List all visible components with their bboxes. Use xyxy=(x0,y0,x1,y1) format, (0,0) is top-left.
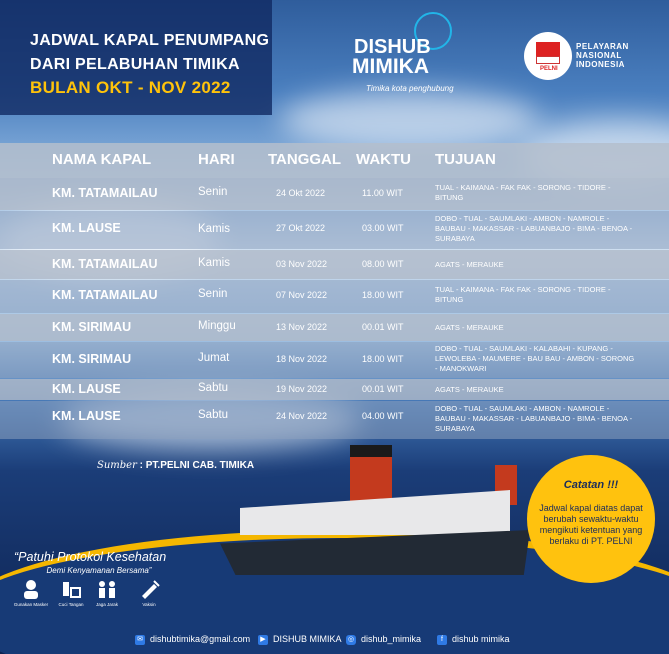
instagram-icon: ◎ xyxy=(347,635,355,643)
header-destination: TUJUAN xyxy=(435,151,496,168)
day: Senin xyxy=(198,186,228,198)
time: 18.00 WIT xyxy=(362,354,404,364)
date: 24 Nov 2022 xyxy=(276,411,328,421)
header-ship: NAMA KAPAL xyxy=(52,151,152,168)
source-label: Sumber xyxy=(97,460,137,471)
table-row xyxy=(0,250,669,279)
day: Jumat xyxy=(198,352,230,364)
header-date: TANGGAL xyxy=(268,151,342,168)
date: 19 Nov 2022 xyxy=(276,384,328,394)
day: Sabtu xyxy=(198,409,229,421)
facebook-contact[interactable] xyxy=(437,634,510,645)
facebook-text: dishub mimika xyxy=(452,634,510,644)
instagram-text: dishub_mimika xyxy=(361,634,422,644)
logo-tagline: Timika kota penghubung xyxy=(366,84,454,93)
destination: TUAL - KAIMANA - FAK FAK - SORONG - TIDORE - BITUNG xyxy=(435,285,611,304)
time: 00.01 WIT xyxy=(362,384,404,394)
ship-name: KM. TATAMAILAU xyxy=(52,288,158,302)
table-row xyxy=(0,342,669,378)
dishub-mimika-logo xyxy=(350,10,460,93)
time: 08.00 WIT xyxy=(362,259,404,269)
ship-name: KM. TATAMAILAU xyxy=(52,186,158,200)
day: Kamis xyxy=(198,223,230,235)
pelni-name: PELAYARAN NASIONAL INDONESIA xyxy=(576,42,629,69)
ship-name: KM. SIRIMAU xyxy=(52,320,132,334)
source-credit xyxy=(97,460,254,471)
health-protocol xyxy=(13,550,184,607)
mimika-wordmark: MIMIKA xyxy=(352,55,429,78)
protocol-item: Gunakan Masker xyxy=(13,602,49,607)
table-row xyxy=(0,280,669,313)
table-row xyxy=(0,178,669,210)
protocol-subtitle: Demi Kenyamanan Bersama” xyxy=(46,566,152,575)
table-row xyxy=(0,401,669,439)
table-row xyxy=(0,314,669,341)
protocol-title: “Patuhi Protokol Kesehatan xyxy=(14,550,167,564)
time: 03.00 WIT xyxy=(362,223,404,233)
handwash-icon xyxy=(60,578,82,600)
header-day: HARI xyxy=(198,151,235,168)
ship-name: KM. LAUSE xyxy=(52,409,121,423)
date: 27 Okt 2022 xyxy=(276,223,326,233)
day: Minggu xyxy=(198,320,236,332)
pelni-small-label: PELNI xyxy=(540,66,558,72)
title-line-3: BULAN OKT - NOV 2022 xyxy=(30,78,231,97)
email-contact[interactable] xyxy=(135,634,250,645)
note-body: Jadwal kapal diatas dapat berubah sewaktu-waktu mengikuti ketentuan yang berlaku di PT. PELNI xyxy=(539,503,643,546)
destination: DOBO - TUAL - SAUMLAKI - AMBON - NAMROLE - BAUBAU - MAKASSAR - LABUANBAJO - BIMA - BENOA - SURABAYA xyxy=(435,214,633,243)
date: 18 Nov 2022 xyxy=(276,354,328,364)
instagram-contact[interactable] xyxy=(346,634,421,645)
mail-icon: ✉ xyxy=(135,635,145,645)
date: 13 Nov 2022 xyxy=(276,322,328,332)
pelni-logo xyxy=(524,32,572,80)
day: Kamis xyxy=(198,257,230,269)
destination: AGATS - MERAUKE xyxy=(435,385,504,394)
youtube-text: DISHUB MIMIKA xyxy=(273,634,342,644)
ship-name: KM. LAUSE xyxy=(52,382,121,396)
contact-footer xyxy=(0,628,669,654)
cloud xyxy=(280,90,540,150)
facebook-icon: f xyxy=(437,635,447,645)
header-time: WAKTU xyxy=(356,151,411,168)
protocol-item: Vaksin xyxy=(142,602,156,607)
flag-stripe xyxy=(536,56,560,64)
distance-icon xyxy=(96,578,118,600)
protocol-item: Cuci Tangan xyxy=(58,602,84,607)
ship-name: KM. TATAMAILAU xyxy=(52,257,158,271)
title-box xyxy=(0,0,272,115)
source-value: : PT.PELNI CAB. TIMIKA xyxy=(139,460,255,471)
email-text: dishubtimika@gmail.com xyxy=(150,634,251,644)
time: 18.00 WIT xyxy=(362,290,404,300)
note-title: Catatan !!! xyxy=(563,479,619,491)
flag-icon xyxy=(536,42,560,56)
ship-illustration xyxy=(200,435,540,580)
title-line-1: JADWAL KAPAL PENUMPANG xyxy=(30,32,270,49)
youtube-contact[interactable] xyxy=(258,634,342,645)
ship-hull xyxy=(220,530,530,575)
protocol-item: Jaga Jarak xyxy=(95,602,118,607)
time: 04.00 WIT xyxy=(362,411,404,421)
title-line-2: DARI PELABUHAN TIMIKA xyxy=(30,56,240,73)
dishub-wordmark: DISHUB xyxy=(354,36,431,58)
destination: DOBO - TUAL - SAUMLAKI - AMBON - NAMROLE - BAUBAU - MAKASSAR - LABUANBAJO - BIMA - BENOA - SURABAYA xyxy=(435,404,633,433)
destination: TUAL - KAIMANA - FAK FAK - SORONG - TIDORE - BITUNG xyxy=(435,183,611,202)
time: 00.01 WIT xyxy=(362,322,404,332)
vaccine-icon xyxy=(138,578,160,600)
day: Senin xyxy=(198,288,228,300)
day: Sabtu xyxy=(198,382,229,394)
table-header xyxy=(0,143,669,178)
table-row xyxy=(0,211,669,249)
note-badge xyxy=(527,455,655,583)
ship-name: KM. LAUSE xyxy=(52,221,121,235)
table-row xyxy=(0,379,669,400)
mask-icon xyxy=(20,578,42,600)
date: 24 Okt 2022 xyxy=(276,188,326,198)
ship-name: KM. SIRIMAU xyxy=(52,352,132,366)
date: 03 Nov 2022 xyxy=(276,259,328,269)
destination: AGATS - MERAUKE xyxy=(435,323,504,332)
date: 07 Nov 2022 xyxy=(276,290,328,300)
destination: AGATS - MERAUKE xyxy=(435,260,504,269)
destination: DOBO - TUAL - SAUMLAKI - KALABAHI - KUPANG - LEWOLEBA - MAUMERE - BAU BAU - AMBON - SORONG - MANOKWARI xyxy=(435,344,635,373)
time: 11.00 WIT xyxy=(362,188,403,198)
youtube-icon: ▶ xyxy=(258,635,268,645)
